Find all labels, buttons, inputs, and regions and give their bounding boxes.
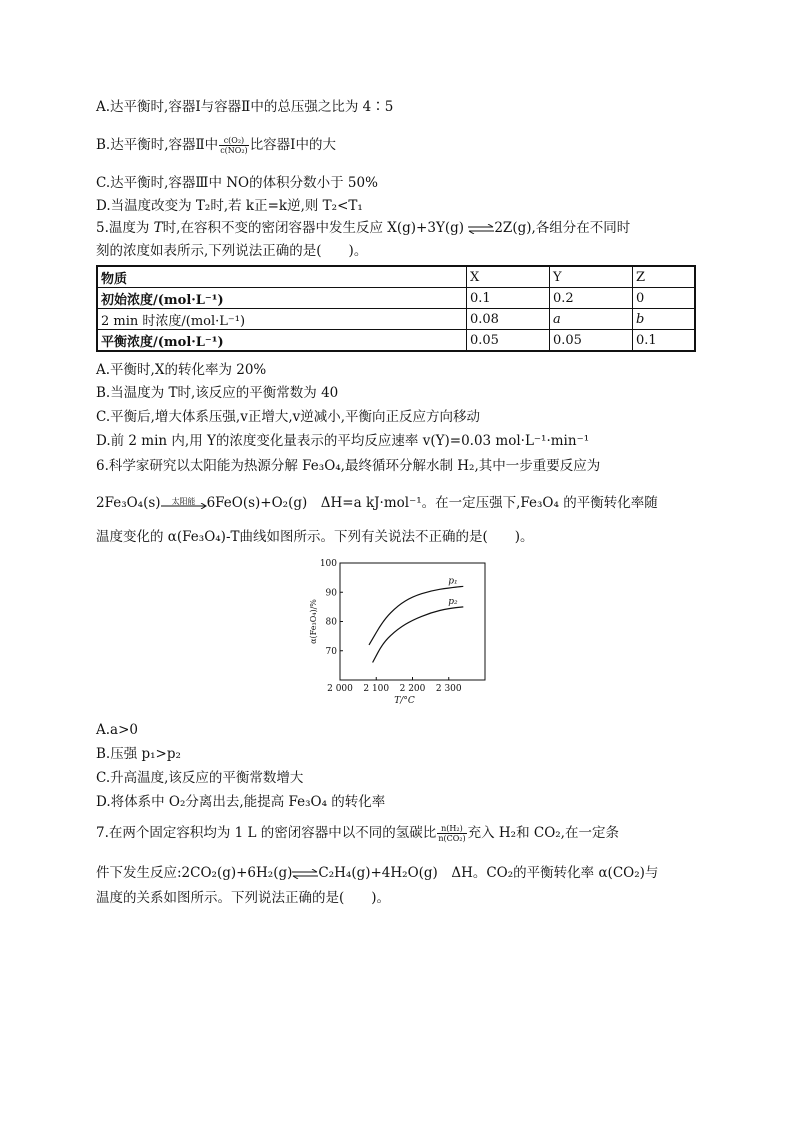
- table-cell: 平衡浓度/(mol·L⁻¹): [97, 330, 467, 352]
- equilibrium-arrow-icon: [292, 869, 318, 879]
- q6-stem-line-1: 6.科学家研究以太阳能为热源分解 Fe₃O₄,最终循环分解水制 H₂,其中一步重要反应为: [96, 458, 601, 474]
- q6-stem-line-3: 温度变化的 α(Fe₃O₄)-T曲线如图所示。下列有关说法不正确的是( )。: [96, 529, 534, 545]
- q4-option-a: A.达平衡时,容器Ⅰ与容器Ⅱ中的总压强之比为 4∶5: [96, 99, 394, 115]
- reaction-arrow-label: 太阳能: [171, 496, 196, 506]
- table-header-cell: 物质: [97, 266, 467, 288]
- q5-stem-t: T: [153, 220, 163, 236]
- x-tick-label: 2 300: [435, 684, 462, 694]
- y-tick-label: 70: [325, 646, 337, 657]
- y-tick-label: 80: [325, 617, 337, 628]
- y-tick-label: 100: [319, 559, 337, 569]
- q4-option-b-text-pre: B.达平衡时,容器Ⅱ中: [96, 137, 219, 153]
- q4-option-c: C.达平衡时,容器Ⅲ中 NO的体积分数小于 50%: [96, 175, 378, 191]
- q7-stem-text: 7.在两个固定容积均为 1 L 的密闭容器中以不同的氢碳比: [96, 825, 437, 841]
- q6-option-a: A.a>0: [96, 722, 138, 738]
- table-cell: 0.05: [467, 330, 550, 352]
- x-tick-label: 2 100: [363, 684, 390, 694]
- q4-option-b-text-post: 比容器Ⅰ中的大: [249, 137, 337, 153]
- table-header-cell: X: [467, 266, 550, 288]
- table-header-cell: Z: [633, 266, 696, 288]
- conversion-chart: [300, 555, 500, 710]
- q6-equation-right: 6FeO(s)+O₂(g) ΔH=a kJ·mol⁻¹。在一定压强下,Fe₃O₄ 的平衡转化率随: [206, 495, 658, 511]
- table-cell: 0.08: [467, 309, 550, 330]
- q6-option-c: C.升高温度,该反应的平衡常数增大: [96, 770, 304, 786]
- q6-stem-line-2: [96, 494, 658, 512]
- equilibrium-arrow-icon: [468, 224, 494, 234]
- table-cell: b: [633, 309, 696, 330]
- q7-stem-line-2: [96, 864, 658, 882]
- y-tick-label: 90: [325, 588, 337, 599]
- table-cell: 0.1: [467, 288, 550, 309]
- q7-ratio-fraction: [437, 824, 466, 843]
- q7-stem-text: 件下发生反应:2CO₂(g)+6H₂(g): [96, 865, 293, 881]
- q4-option-b: [96, 136, 336, 155]
- q5-stem-line-2: 刻的浓度如表所示,下列说法正确的是( )。: [96, 243, 368, 259]
- q7-stem-line-3: 温度的关系如图所示。下列说法正确的是( )。: [96, 890, 391, 906]
- q4-option-b-fraction: [219, 136, 249, 155]
- plot-frame: [340, 563, 485, 680]
- series-label: p₂: [448, 596, 458, 607]
- q6-option-d: D.将体系中 O₂分离出去,能提高 Fe₃O₄ 的转化率: [96, 794, 386, 810]
- q7-stem-text: 充入 H₂和 CO₂,在一定条: [467, 825, 619, 841]
- series-label: p₁: [448, 576, 458, 587]
- x-tick-label: 2 200: [399, 684, 426, 694]
- q4-option-d: D.当温度改变为 T₂时,若 k正=k逆,则 T₂<T₁: [96, 198, 363, 214]
- fraction-numerator: c(O₂): [219, 136, 249, 146]
- fraction-denominator: c(NO₂): [220, 146, 248, 155]
- y-axis-label: α(Fe₃O₄)/%: [309, 599, 318, 644]
- q5-option-b: B.当温度为 T时,该反应的平衡常数为 40: [96, 385, 339, 401]
- q5-stem-line-1: [96, 219, 630, 237]
- table-cell: 0: [633, 288, 696, 309]
- table-header-cell: Y: [550, 266, 633, 288]
- q5-stem-text: 5.温度为: [96, 220, 154, 236]
- table-row: [97, 309, 695, 330]
- series-line: [373, 607, 464, 663]
- table-row: [97, 288, 695, 309]
- table-cell: a: [550, 309, 633, 330]
- table-cell: 0.05: [550, 330, 633, 352]
- table-cell: 0.2: [550, 288, 633, 309]
- table-cell: 2 min 时浓度/(mol·L⁻¹): [97, 309, 467, 330]
- fraction-numerator: n(H₂): [437, 824, 466, 834]
- q5-stem-text: 2Z(g),各组分在不同时: [494, 220, 631, 236]
- q5-option-a: A.平衡时,X的转化率为 20%: [96, 362, 267, 378]
- q6-option-b: B.压强 p₁>p₂: [96, 746, 181, 762]
- table-cell: 0.1: [633, 330, 696, 352]
- table-header-row: [97, 266, 695, 288]
- q5-option-c: C.平衡后,增大体系压强,v正增大,v逆减小,平衡向正反应方向移动: [96, 409, 481, 425]
- q7-stem-text: C₂H₄(g)+4H₂O(g) ΔH。CO₂的平衡转化率 α(CO₂)与: [318, 865, 659, 881]
- table-row: [97, 330, 695, 352]
- reaction-arrow: [161, 497, 207, 511]
- concentration-table: [96, 265, 696, 352]
- x-axis-label: T/°C: [394, 696, 415, 706]
- series-line: [369, 586, 463, 645]
- x-tick-label: 2 000: [327, 684, 353, 694]
- q6-equation-left: 2Fe₃O₄(s): [96, 495, 161, 511]
- fraction-denominator: n(CO₂): [438, 834, 466, 843]
- long-arrow-icon: [161, 503, 207, 509]
- q5-option-d: D.前 2 min 内,用 Y的浓度变化量表示的平均反应速率 v(Y)=0.03 mol·L⁻¹·min⁻¹: [96, 433, 590, 449]
- q7-stem-line-1: [96, 824, 619, 843]
- table-cell: 初始浓度/(mol·L⁻¹): [97, 288, 467, 309]
- q5-stem-text: 时,在容积不变的密闭容器中发生反应 X(g)+3Y(g): [162, 220, 469, 236]
